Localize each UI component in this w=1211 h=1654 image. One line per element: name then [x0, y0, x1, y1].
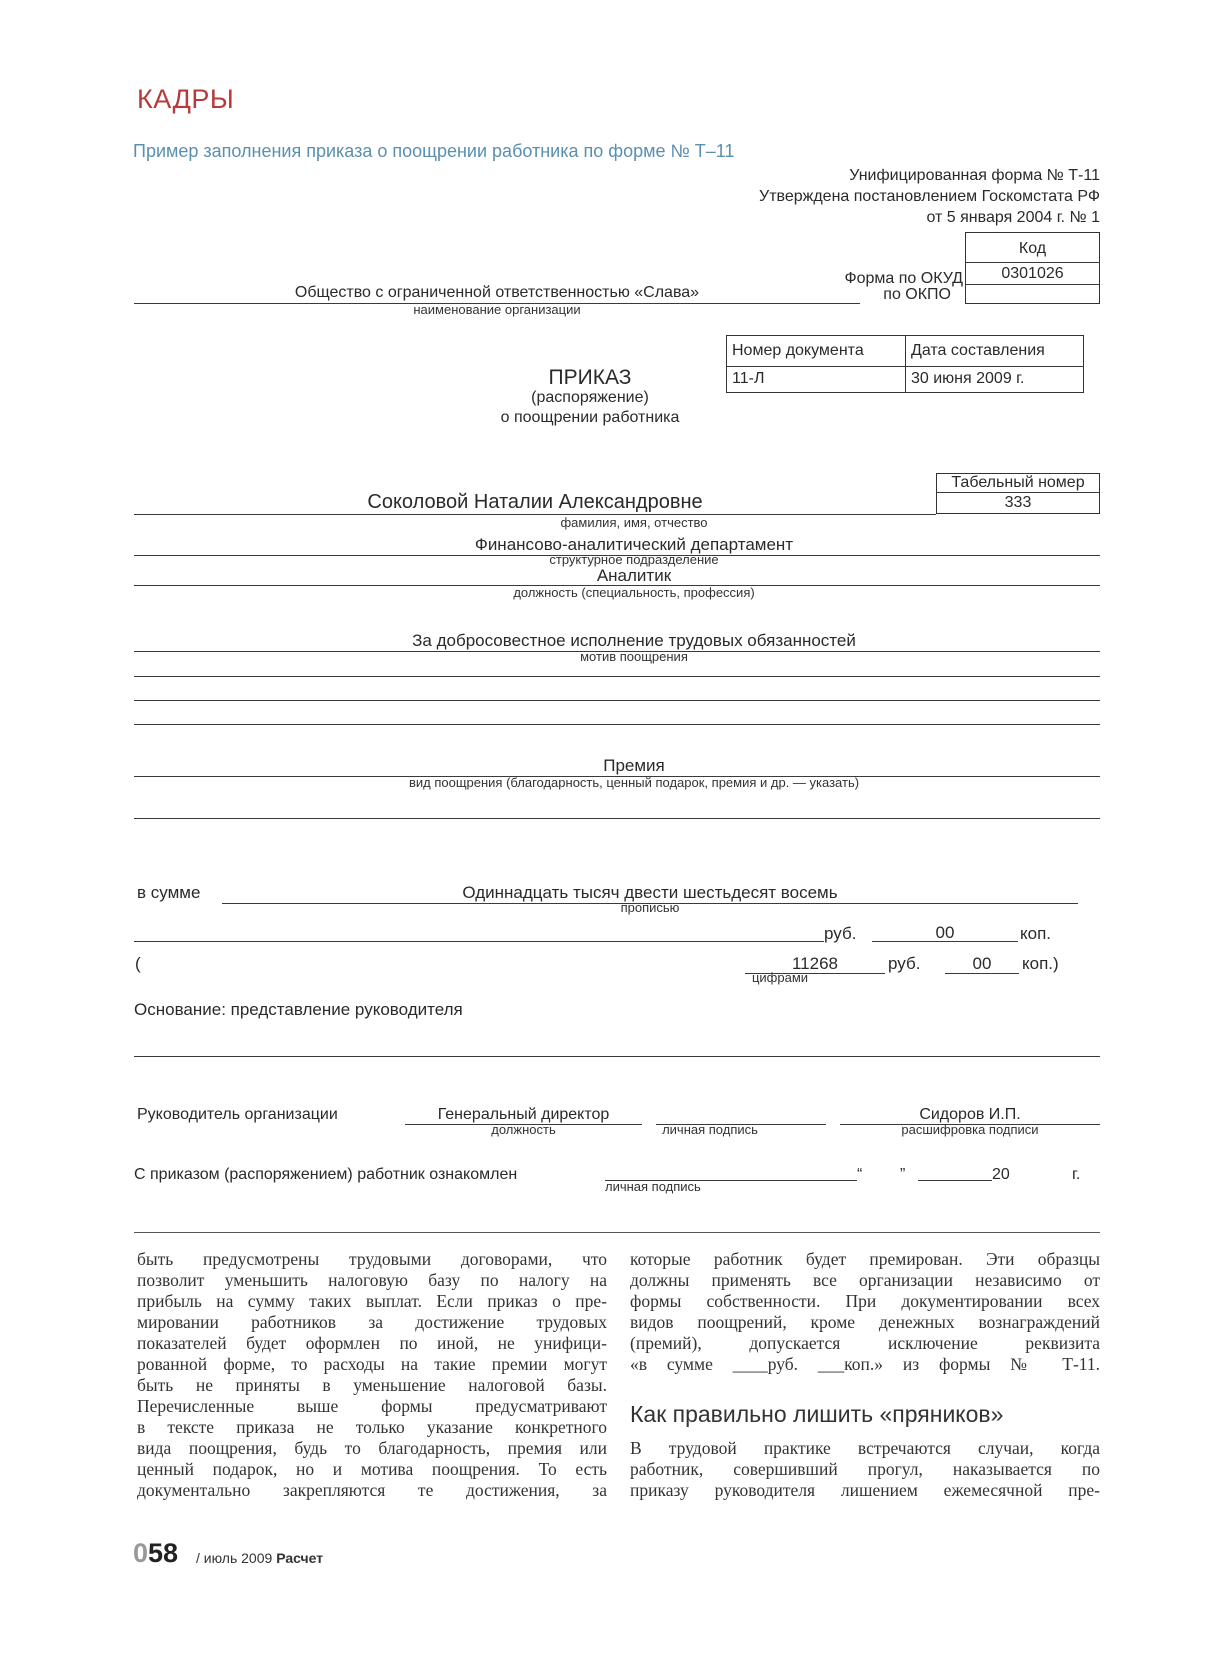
position-name: Аналитик: [596, 566, 672, 585]
article-line: В трудовой практике встречаются случаи, когда: [630, 1438, 1100, 1458]
order-subtitle: (распоряжение): [531, 389, 649, 406]
kop-value-digits: 00: [972, 954, 992, 973]
open-paren: (: [135, 954, 141, 973]
page-number: [133, 1538, 178, 1569]
kop-value: 00: [935, 923, 955, 942]
article-line: «в сумме ____руб. ___коп.» из формы № Т-11.: [630, 1354, 1100, 1374]
year-prefix: 20: [992, 1166, 1010, 1183]
article-left-column: [137, 1249, 607, 1501]
article-line: приказу руководителя лишением ежемесячной пре-: [630, 1480, 1100, 1500]
reward-type: Премия: [603, 756, 665, 775]
year-suffix: г.: [1072, 1166, 1081, 1183]
kop-label-close: коп.): [1022, 954, 1059, 973]
issue-date: / июль 2009: [196, 1550, 273, 1566]
article-line: вида поощрения, будь то благодарность, премия или: [137, 1438, 607, 1458]
code-header: Код: [1018, 240, 1047, 257]
ack-signature-caption: личная подпись: [605, 1179, 701, 1194]
head-position: Генеральный директор: [437, 1106, 610, 1123]
doc-number-header: Номер документа: [732, 342, 864, 359]
article-line: формы собственности. При документировании всех: [630, 1291, 1100, 1311]
approval-line: Утверждена постановлением Госкомстата РФ: [759, 188, 1100, 205]
section-title: КАДРЫ: [137, 84, 235, 114]
doc-number: 11-Л: [732, 370, 765, 387]
article-line: прибыль на сумму таких выплат. Если приказ о пре-: [137, 1291, 607, 1311]
position-caption: должность (специальность, профессия): [513, 585, 755, 600]
employee-caption: фамилия, имя, отчество: [560, 515, 708, 530]
article-line: работник, совершивший прогул, наказывается по: [630, 1459, 1100, 1479]
article-line: рованной форме, то расходы на такие премии могут: [137, 1354, 607, 1374]
head-signature-caption: личная подпись: [662, 1122, 758, 1137]
article-right-column-continued: [630, 1438, 1100, 1501]
approval-date-line: от 5 января 2004 г. № 1: [926, 209, 1100, 226]
okud-value: 0301026: [1001, 265, 1064, 282]
organization-name: Общество с ограниченной ответственностью «Слава»: [294, 284, 700, 301]
sum-words: Одиннадцать тысяч двести шестьдесят восемь: [462, 883, 838, 902]
head-name-caption: расшифровка подписи: [901, 1122, 1039, 1137]
doc-date-header: Дата составления: [911, 342, 1045, 359]
basis-text: Основание: представление руководителя: [134, 1000, 463, 1019]
quote-open: “: [857, 1166, 863, 1183]
sum-words-caption: прописью: [620, 900, 680, 915]
article-line: показателей будет оформлен по иной, не унифици-: [137, 1333, 607, 1353]
article-line: видов поощрений, кроме денежных вознаграждений: [630, 1312, 1100, 1332]
article-line: позволит уменьшить налоговую базу по налогу на: [137, 1270, 607, 1290]
issue-info: [196, 1550, 323, 1566]
article-line: мировании работников за достижение трудовых: [137, 1312, 607, 1332]
employee-name: Соколовой Наталии Александровне: [367, 491, 703, 513]
digits-caption: цифрами: [751, 970, 809, 985]
article-line: ценный подарок, но и мотива поощрения. То есть: [137, 1459, 607, 1479]
sum-label: в сумме: [137, 883, 201, 902]
organization-caption: наименование организации: [413, 302, 581, 317]
sum-digits: 11268: [791, 954, 838, 973]
tab-number-value: 333: [1004, 494, 1032, 511]
reward-caption: вид поощрения (благодарность, ценный подарок, премия и др. — указать): [408, 775, 860, 790]
article-line: которые работник будет премирован. Эти образцы: [630, 1249, 1100, 1269]
article-line: (премий), допускается исключение реквизита: [630, 1333, 1100, 1353]
rub-label-digits: руб.: [888, 954, 921, 973]
head-name: Сидоров И.П.: [919, 1106, 1021, 1123]
okpo-label: по ОКПО: [883, 286, 951, 303]
motive-caption: мотив поощрения: [580, 649, 688, 664]
article-line: быть не приняты в уменьшение налоговой базы.: [137, 1375, 607, 1395]
motive-text: За добросовестное исполнение трудовых обязанностей: [412, 631, 856, 650]
doc-date: 30 июня 2009 г.: [911, 370, 1025, 387]
kop-label: коп.: [1020, 924, 1052, 943]
okud-label: Форма по ОКУД: [844, 270, 963, 287]
department-name: Финансово-аналитический департамент: [474, 535, 794, 554]
article-line: Перечисленные выше формы предусматривают: [137, 1396, 607, 1416]
ack-label: С приказом (распоряжением) работник ознакомлен: [134, 1166, 518, 1183]
head-label: Руководитель организации: [137, 1106, 338, 1123]
tab-number-header: Табельный номер: [951, 474, 1085, 491]
article-line: должны применять все организации независимо от: [630, 1270, 1100, 1290]
head-position-caption: должность: [491, 1122, 556, 1137]
rub-label: руб.: [824, 924, 857, 943]
quote-close: ”: [900, 1166, 906, 1183]
article-heading: Как правильно лишить «пряников»: [630, 1401, 1004, 1427]
department-caption: структурное подразделение: [549, 552, 719, 567]
page-number-value: 58: [148, 1538, 179, 1568]
magazine-name: Расчет: [276, 1550, 324, 1566]
article-line: быть предусмотрены трудовыми договорами, что: [137, 1249, 607, 1269]
article-line: документально закрепляются те достижения, за: [137, 1480, 607, 1500]
page-number-prefix: 0: [133, 1538, 149, 1568]
example-subtitle: Пример заполнения приказа о поощрении работника по форме № Т–11: [133, 141, 735, 161]
article-line: в тексте приказа не только указание конкретного: [137, 1417, 607, 1437]
order-about: о поощрении работника: [500, 409, 680, 426]
article-right-column: [630, 1249, 1100, 1375]
unified-form-line: Унифицированная форма № Т-11: [849, 167, 1100, 184]
order-title: ПРИКАЗ: [548, 366, 632, 389]
